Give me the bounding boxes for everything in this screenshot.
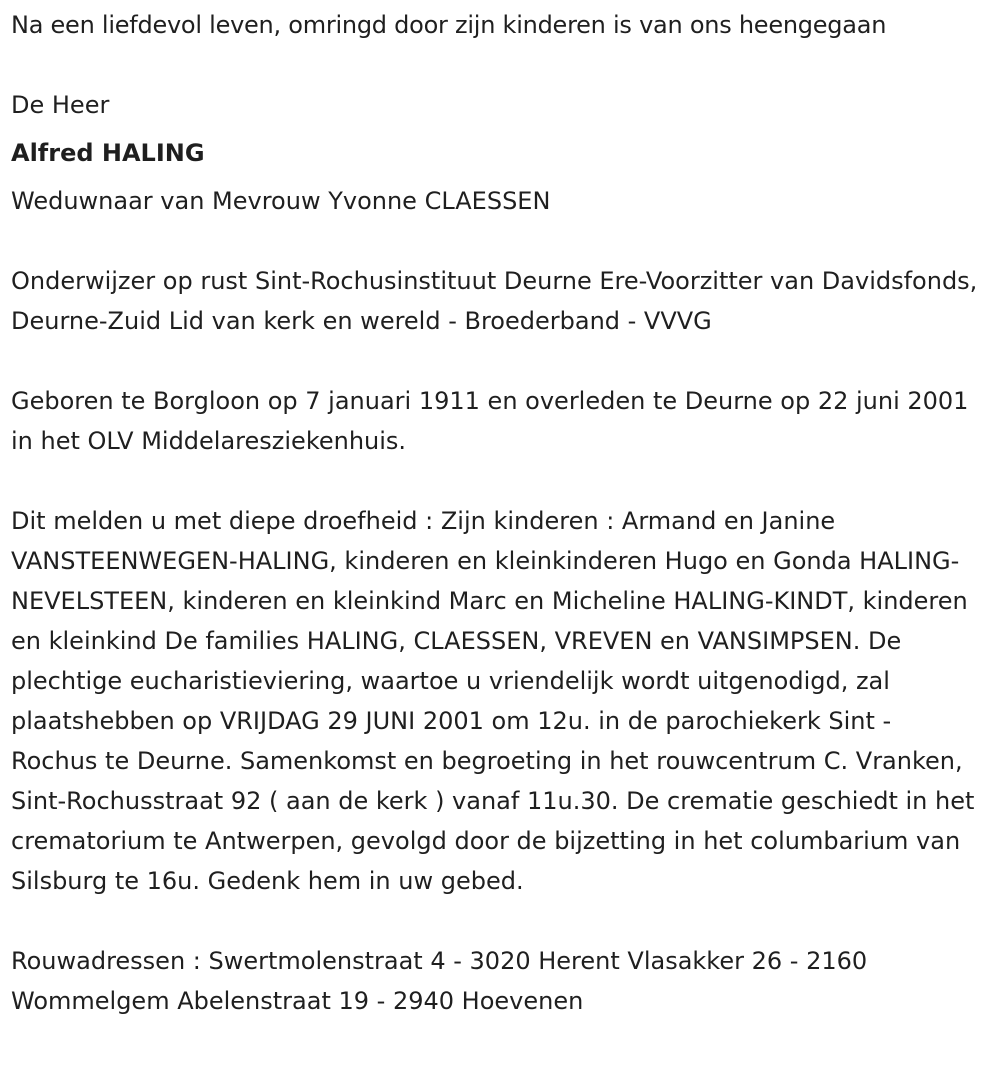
deceased-name: Alfred HALING [11,139,205,167]
birth-death-paragraph: Geboren te Borgloon op 7 januari 1911 en overleden te Deurne op 22 juni 2001 in het OLV Middelaresziekenhuis. [11,387,969,455]
spacer [11,221,996,261]
intro-line: Na een liefdevol leven, omringd door zijn kinderen is van ons heengegaan [11,11,887,39]
obituary-notice [11,5,996,1021]
announcement-paragraph: Dit melden u met diepe droefheid : Zijn kinderen : Armand en Janine VANSTEENWEGEN-HALING, kinderen en kleinkinderen Hugo en Gonda HALING-NEVELSTEEN, kinderen en kleinkind Marc en Micheline HALING-KINDT, kinderen en kleinkind De families HALING, CLAESSEN, VREVEN en VANSIMPSEN. De plechtige eucharistieviering, waartoe u vriendelijk wordt uitgenodigd, zal plaatshebben op VRIJDAG 29 JUNI 2001 om 12u. in de parochiekerk Sint - Rochus te Deurne. Samenkomst en begroeting in het rouwcentrum C. Vranken, Sint-Rochusstraat 92 ( aan de kerk ) vanaf 11u.30. De crematie geschiedt in het crematorium te Antwerpen, gevolgd door de bijzetting in het columbarium van Silsburg te 16u. Gedenk hem in uw gebed. [11,507,975,895]
spacer [11,173,996,181]
spacer [11,45,996,85]
widower-line: Weduwnaar van Mevrouw Yvonne CLAESSEN [11,187,551,215]
salutation: De Heer [11,91,110,119]
addresses-paragraph: Rouwadressen : Swertmolenstraat 4 - 3020 Herent Vlasakker 26 - 2160 Wommelgem Abelenstraat 19 - 2940 Hoevenen [11,947,868,1015]
spacer [11,461,996,501]
spacer [11,341,996,381]
spacer [11,901,996,941]
spacer [11,125,996,133]
occupation-paragraph: Onderwijzer op rust Sint-Rochusinstituut Deurne Ere-Voorzitter van Davidsfonds, Deurne-Zuid Lid van kerk en wereld - Broederband - VVVG [11,267,978,335]
